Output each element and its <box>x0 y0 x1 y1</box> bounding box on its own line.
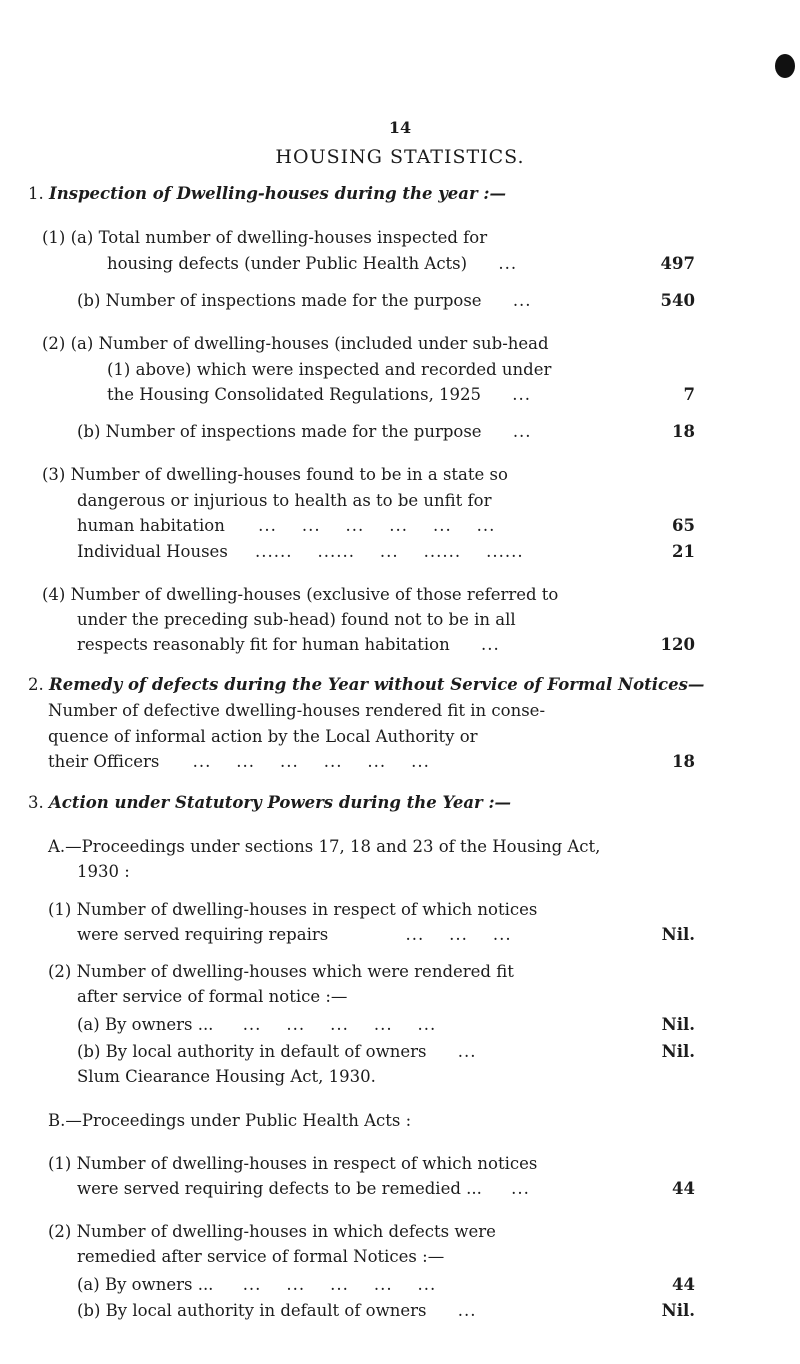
item-4-line-3 <box>77 634 500 656</box>
value-3: 65 <box>672 516 695 535</box>
item-3-line-2: dangerous or injurious to health as to be unfit for <box>77 491 492 510</box>
leader-dots: ... <box>457 1301 477 1320</box>
item-1a-line-1: (1) (a) Total number of dwelling-houses inspected for <box>42 228 488 247</box>
part-b-item-1-line-2 <box>77 1178 530 1200</box>
item-text: (b) By local authority in default of owners <box>77 1301 427 1320</box>
leader-dots: ... ... ... <box>405 925 512 944</box>
part-a-item-2-line-1: (2) Number of dwelling-houses which were rendered fit <box>48 962 514 981</box>
item-text: respects reasonably fit for human habitation <box>77 635 450 654</box>
value-3b: 21 <box>672 542 695 561</box>
item-1a-line-2 <box>107 253 517 275</box>
item-text: Individual Houses <box>77 542 228 561</box>
section-1-heading <box>28 183 506 205</box>
section-2-line-2: quence of informal action by the Local Authority or <box>48 727 478 746</box>
item-4-line-1: (4) Number of dwelling-houses (exclusive of those referred to <box>42 585 559 604</box>
part-b-item-2-line-1: (2) Number of dwelling-houses in which defects were <box>48 1222 496 1241</box>
item-text: (b) Number of inspections made for the purpose <box>77 422 482 441</box>
value-1b: 540 <box>660 291 695 310</box>
leader-dots: ... <box>512 291 532 310</box>
section-number: 3. <box>28 793 44 812</box>
part-b-item-2a <box>77 1274 436 1296</box>
item-3-line-1: (3) Number of dwelling-houses found to be in a state so <box>42 465 508 484</box>
ink-blot <box>775 54 795 78</box>
item-3b-line <box>77 541 524 563</box>
item-text: (b) Number of inspections made for the purpose <box>77 291 482 310</box>
part-b-item-2b <box>77 1300 477 1322</box>
section-2-line-3 <box>48 751 430 773</box>
value-1a: 497 <box>660 254 695 273</box>
section-3-heading <box>28 792 511 814</box>
item-text: human habitation <box>77 516 225 535</box>
leader-dots: ... <box>457 1042 477 1061</box>
section-2-heading <box>28 674 704 696</box>
item-4-line-2: under the preceding sub-head) found not to be in all <box>77 610 516 629</box>
leader-dots: ...... ...... ... ...... ...... <box>255 542 524 561</box>
part-a-item-1-line-1: (1) Number of dwelling-houses in respect of which notices <box>48 900 538 919</box>
leader-dots: ... <box>512 422 532 441</box>
part-b-item-2-line-2: remedied after service of formal Notices :— <box>77 1247 445 1266</box>
leader-dots: ... <box>480 635 500 654</box>
item-2b-line <box>77 421 532 443</box>
value-2a: 7 <box>683 385 695 404</box>
value-a-2a: Nil. <box>661 1015 695 1034</box>
page-number: 14 <box>388 118 412 137</box>
leader-dots: ... <box>498 254 518 273</box>
item-text: (a) By owners ... <box>77 1015 214 1034</box>
value-b-2b: Nil. <box>661 1301 695 1320</box>
leader-dots: ... <box>511 1179 530 1198</box>
value-2b: 18 <box>672 422 695 441</box>
page-title: HOUSING STATISTICS. <box>275 146 525 168</box>
item-text: (a) By owners ... <box>77 1275 214 1294</box>
item-text: housing defects (under Public Health Acts) <box>107 254 468 273</box>
slum-clearance-note: Slum Ciearance Housing Act, 1930. <box>77 1067 376 1086</box>
section-number: 2. <box>28 675 44 694</box>
part-b-item-1-line-1: (1) Number of dwelling-houses in respect of which notices <box>48 1154 538 1173</box>
section-2-line-1: Number of defective dwelling-houses rendered fit in conse- <box>48 701 546 720</box>
item-1b-line <box>77 290 532 312</box>
part-a-heading-line-2: 1930 : <box>77 862 130 881</box>
item-text: their Officers <box>48 752 160 771</box>
value-b-2a: 44 <box>672 1275 695 1294</box>
item-2a-line-2: (1) above) which were inspected and recorded under <box>107 360 552 379</box>
leader-dots: ... <box>512 385 532 404</box>
item-text: the Housing Consolidated Regulations, 1925 <box>107 385 482 404</box>
item-text: (b) By local authority in default of owners <box>77 1042 427 1061</box>
section-title: Remedy of defects during the Year without Service of Formal Notices— <box>49 675 705 694</box>
value-a-1: Nil. <box>661 925 695 944</box>
section-title: Action under Statutory Powers during the Year :— <box>49 793 512 812</box>
leader-dots: ... ... ... ... ... ... <box>192 752 430 771</box>
section-number: 1. <box>28 184 44 203</box>
value-section-2: 18 <box>672 752 695 771</box>
item-3-line-3 <box>77 515 495 537</box>
part-a-item-2b <box>77 1041 477 1063</box>
item-2a-line-3 <box>107 384 531 406</box>
value-4: 120 <box>660 635 695 654</box>
item-2a-line-1: (2) (a) Number of dwelling-houses (included under sub-head <box>42 334 549 353</box>
item-text: were served requiring defects to be remedied ... <box>77 1179 482 1198</box>
part-a-item-1-line-2 <box>77 924 512 946</box>
part-a-item-2-line-2: after service of formal notice :— <box>77 987 348 1006</box>
part-a-heading-line-1: A.—Proceedings under sections 17, 18 and 23 of the Housing Act, <box>48 837 601 856</box>
value-b-1: 44 <box>672 1179 695 1198</box>
section-title: Inspection of Dwelling-houses during the year :— <box>49 184 507 203</box>
item-text: were served requiring repairs <box>77 925 329 944</box>
value-a-2b: Nil. <box>661 1042 695 1061</box>
part-b-heading: B.—Proceedings under Public Health Acts : <box>48 1111 412 1130</box>
leader-dots: ... ... ... ... ... ... <box>258 516 496 535</box>
leader-dots: ... ... ... ... ... <box>242 1015 437 1034</box>
part-a-item-2a <box>77 1014 436 1036</box>
leader-dots: ... ... ... ... ... <box>242 1275 437 1294</box>
